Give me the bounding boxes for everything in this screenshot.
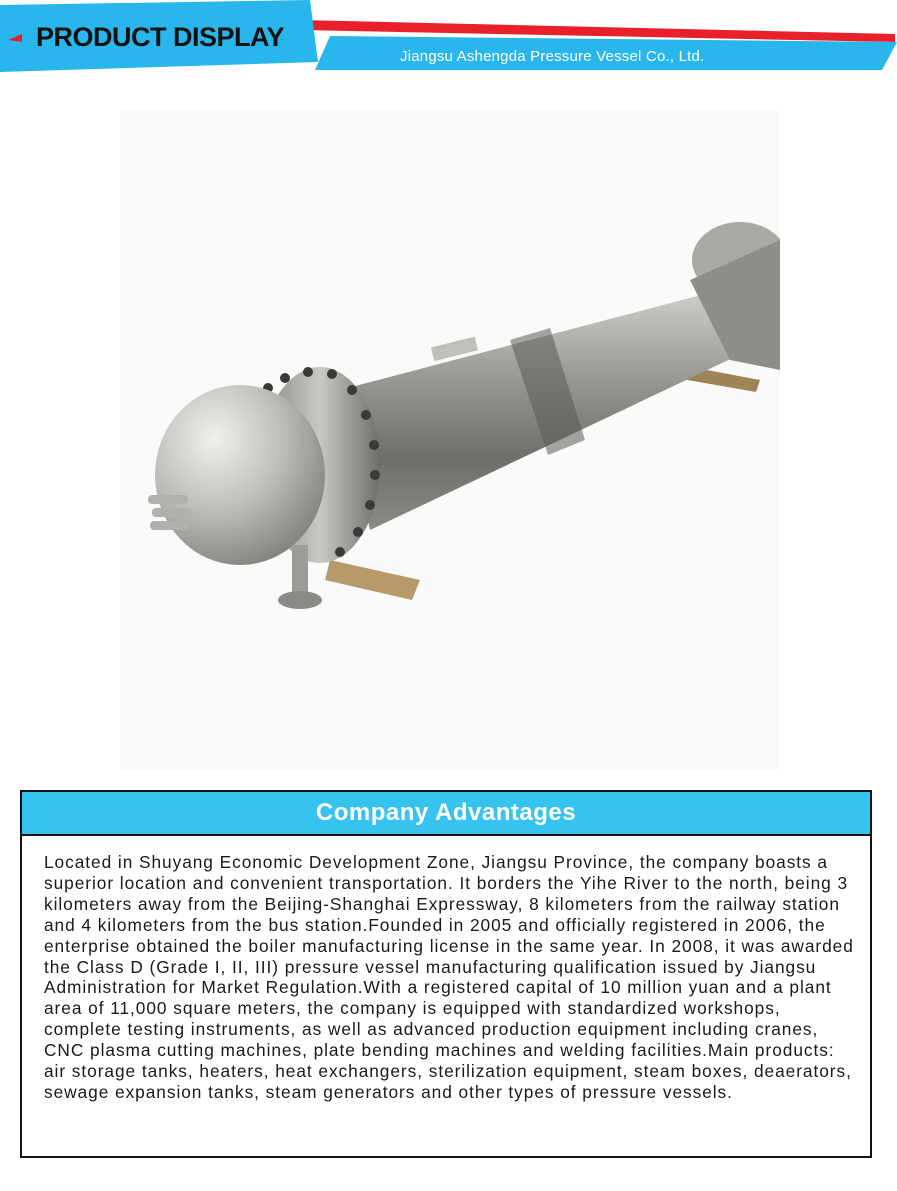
advantages-title: Company Advantages xyxy=(315,799,577,826)
product-image xyxy=(120,110,780,770)
wood-support xyxy=(325,560,420,600)
dished-head xyxy=(155,385,325,565)
page-title: PRODUCT DISPLAY xyxy=(36,22,285,52)
bottom-flange xyxy=(278,591,322,609)
heat-exchanger-illustration xyxy=(120,110,780,770)
company-name: Jiangsu Ashengda Pressure Vessel Co., Ltd. xyxy=(400,48,705,65)
company-advantages-section xyxy=(20,790,872,1158)
advantages-body: Located in Shuyang Economic Development Zone, Jiangsu Province, the company boasts a superior location and convenient transportation. It borders the Yihe River to the north, being 3 kilometers away from the Beijing-Shanghai Expressway, 8 kilometers from the railway station and 4 kilometers from the bus station.Founded in 2005 and officially registered in 2006, the enterprise obtained the boiler manufacturing license in the same year. In 2008, it was awarded the Class D (Grade I, II, III) pressure vessel manufacturing qualification issued by Jiangsu Administration for Market Regulation.With a registered capital of 10 million yuan and a plant area of 11,000 square meters, the company is equipped with standardized workshops, complete testing instruments, as well as advanced production equipment including cranes, CNC plasma cutting machines, plate bending machines and welding facilities.Main products: air storage tanks, heaters, heat exchangers, sterilization equipment, steam boxes, deaerators, sewage expansion tanks, steam generators and other types of pressure vessels. xyxy=(44,852,854,1102)
advantages-header xyxy=(22,792,870,836)
front-pipes xyxy=(148,495,192,530)
bottom-nozzle xyxy=(292,545,308,595)
header-banner xyxy=(0,0,897,80)
